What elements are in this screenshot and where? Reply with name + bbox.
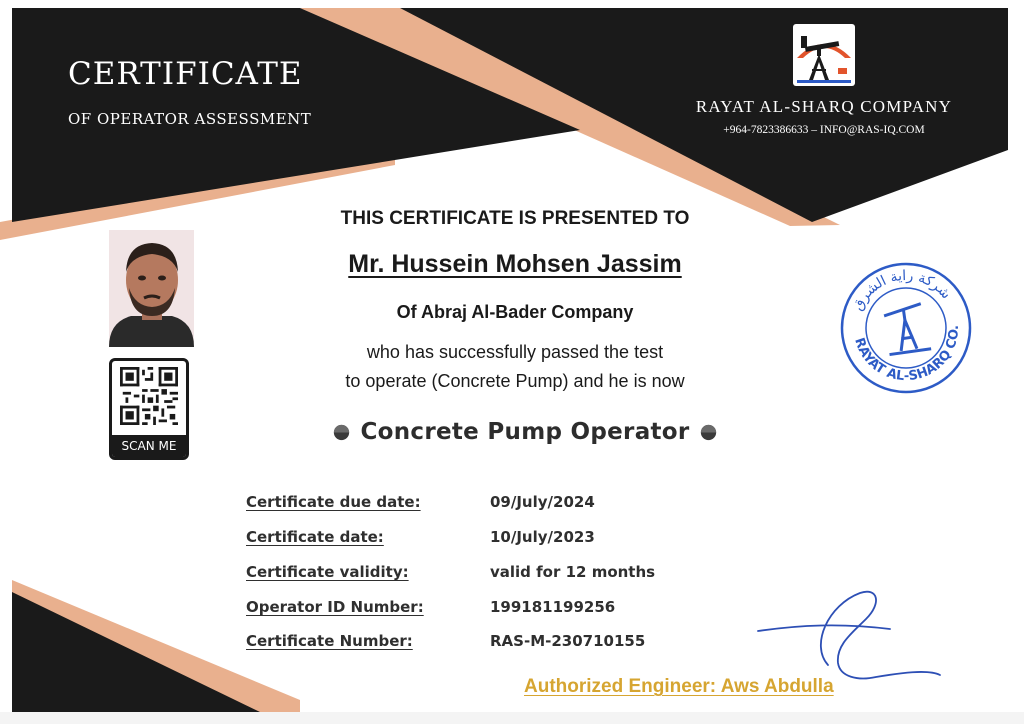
detail-row-certificate-number — [246, 632, 726, 656]
company-contact: +964-7823386633 – INFO@RAS-IQ.COM — [723, 124, 925, 136]
stamp-text-english: RAYAT AL-SHARQ CO. — [851, 324, 963, 385]
bullet-left-icon — [333, 424, 350, 441]
stamp-oil-pump-icon — [883, 303, 931, 354]
detail-value: RAS-M-230710155 — [490, 632, 646, 650]
detail-value: valid for 12 months — [490, 563, 656, 581]
qr-code-card[interactable] — [109, 358, 189, 460]
detail-label: Operator ID Number: — [246, 598, 424, 616]
detail-label: Certificate date: — [246, 528, 384, 546]
detail-row-certificate-date — [246, 528, 726, 552]
detail-value: 199181199256 — [490, 598, 616, 616]
job-title-row — [250, 419, 800, 445]
company-stamp — [836, 258, 976, 398]
company-name: RAYAT AL-SHARQ COMPANY — [695, 97, 953, 116]
bullet-right-icon — [700, 424, 717, 441]
presented-to-heading: THIS CERTIFICATE IS PRESENTED TO — [340, 208, 690, 229]
scan-me-label: SCAN ME — [112, 435, 186, 457]
certificate-subtitle: OF OPERATOR ASSESSMENT — [68, 110, 312, 128]
certificate-title: CERTIFICATE — [68, 56, 303, 92]
dark-corner-bottom — [12, 592, 260, 712]
job-title: Concrete Pump Operator — [360, 419, 690, 445]
recipient-photo — [109, 230, 194, 347]
qr-code-icon — [120, 367, 178, 425]
person-portrait-icon — [109, 230, 194, 347]
page-edge — [0, 712, 1024, 724]
detail-row-operator-id — [246, 598, 726, 622]
company-logo — [793, 24, 855, 86]
detail-label: Certificate validity: — [246, 563, 409, 581]
detail-value: 10/July/2023 — [490, 528, 595, 546]
detail-label: Certificate due date: — [246, 493, 421, 511]
stamp-text-arabic: شركة راية الشرق — [849, 267, 954, 314]
engineer-signature — [740, 585, 950, 685]
detail-label: Certificate Number: — [246, 632, 413, 650]
passed-test-line-2: to operate (Concrete Pump) and he is now — [345, 371, 685, 391]
recipient-name: Mr. Hussein Mohsen Jassim — [348, 250, 682, 278]
passed-test-line-1: who has successfully passed the test — [366, 342, 664, 362]
detail-value: 09/July/2024 — [490, 493, 595, 511]
oil-pump-logo-icon — [793, 24, 855, 86]
detail-row-due-date — [246, 493, 726, 517]
recipient-company: Of Abraj Al-Bader Company — [396, 302, 634, 322]
authorized-engineer: Authorized Engineer: Aws Abdulla — [524, 676, 834, 697]
detail-row-validity — [246, 563, 726, 587]
